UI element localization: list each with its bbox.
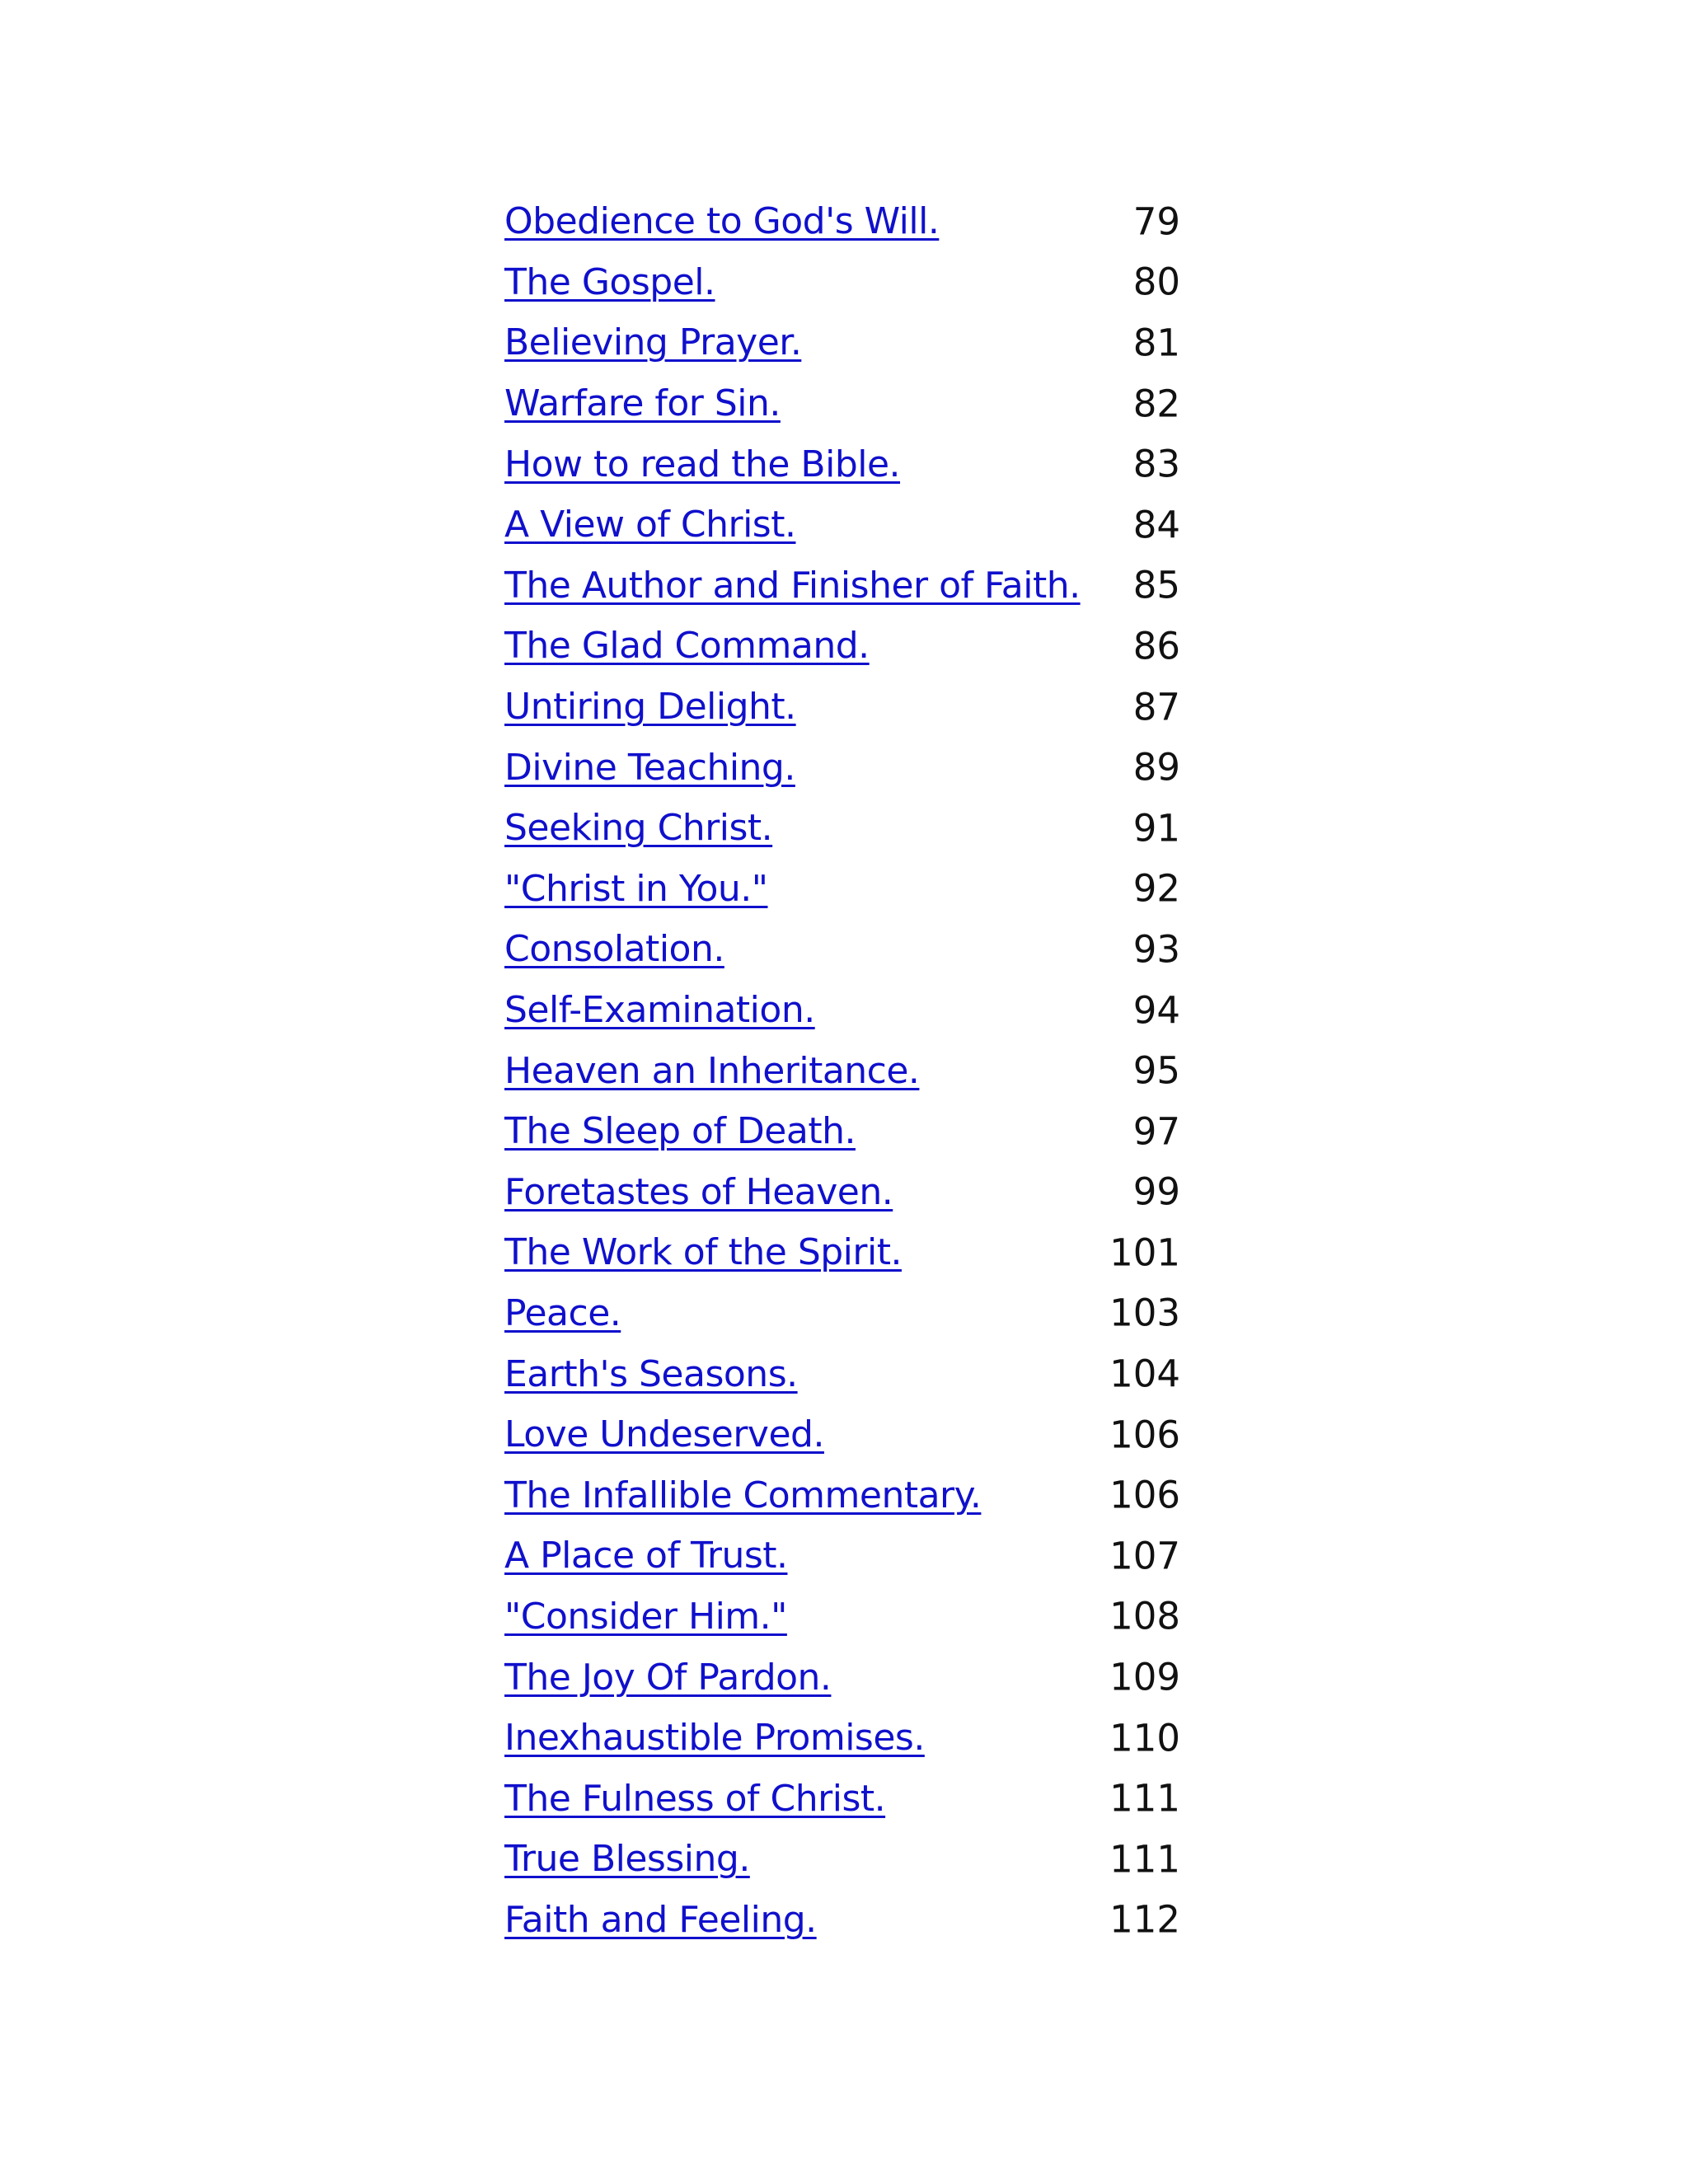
toc-page-number: 99 bbox=[1132, 1169, 1180, 1214]
toc-page-number: 101 bbox=[1109, 1230, 1180, 1275]
toc-page-number: 83 bbox=[1132, 442, 1180, 486]
table-of-contents bbox=[504, 191, 1180, 1950]
toc-page-number: 79 bbox=[1132, 199, 1180, 244]
toc-page-number: 87 bbox=[1132, 685, 1180, 729]
toc-entry-link[interactable]: Obedience to God's Will. bbox=[504, 200, 940, 243]
toc-entry-link[interactable]: The Joy Of Pardon. bbox=[504, 1656, 832, 1699]
toc-page-number: 86 bbox=[1132, 624, 1180, 668]
toc-page-number: 111 bbox=[1109, 1776, 1180, 1821]
toc-entry bbox=[504, 1526, 1180, 1586]
toc-entry bbox=[504, 373, 1180, 434]
toc-entry-link[interactable]: Divine Teaching. bbox=[504, 746, 795, 789]
toc-entry bbox=[504, 1283, 1180, 1344]
toc-entry-link[interactable]: Faith and Feeling. bbox=[504, 1898, 817, 1941]
toc-entry-link[interactable]: Inexhaustible Promises. bbox=[504, 1717, 925, 1760]
toc-entry bbox=[504, 1162, 1180, 1223]
toc-entry-link[interactable]: Warfare for Sin. bbox=[504, 382, 781, 425]
toc-entry-link[interactable]: Foretastes of Heaven. bbox=[504, 1170, 893, 1213]
toc-entry-link[interactable]: Peace. bbox=[504, 1291, 621, 1334]
toc-entry bbox=[504, 1829, 1180, 1890]
toc-page-number: 85 bbox=[1132, 563, 1180, 607]
toc-entry-link[interactable]: Love Undeserved. bbox=[504, 1413, 824, 1456]
toc-page-number: 103 bbox=[1109, 1291, 1180, 1335]
toc-entry bbox=[504, 555, 1180, 616]
toc-entry bbox=[504, 1040, 1180, 1101]
toc-entry-link[interactable]: The Author and Finisher of Faith. bbox=[504, 564, 1081, 607]
toc-entry-link[interactable]: Heaven an Inheritance. bbox=[504, 1049, 920, 1092]
toc-page-number: 92 bbox=[1132, 866, 1180, 911]
toc-entry-link[interactable]: The Gospel. bbox=[504, 260, 715, 303]
toc-entry-link[interactable]: "Consider Him." bbox=[504, 1595, 787, 1638]
toc-entry-link[interactable]: "Christ in You." bbox=[504, 867, 768, 910]
toc-page-number: 84 bbox=[1132, 503, 1180, 547]
toc-entry-link[interactable]: The Infallible Commentary. bbox=[504, 1474, 982, 1516]
toc-entry bbox=[504, 1465, 1180, 1526]
toc-entry-link[interactable]: True Blessing. bbox=[504, 1838, 750, 1881]
toc-page-number: 112 bbox=[1109, 1897, 1180, 1942]
toc-entry bbox=[504, 919, 1180, 980]
toc-page-number: 107 bbox=[1109, 1534, 1180, 1578]
toc-page-number: 94 bbox=[1132, 988, 1180, 1033]
toc-entry-link[interactable]: Self-Examination. bbox=[504, 989, 815, 1032]
toc-entry bbox=[504, 980, 1180, 1041]
toc-entry-link[interactable]: Earth's Seasons. bbox=[504, 1352, 798, 1395]
toc-entry-link[interactable]: Believing Prayer. bbox=[504, 321, 802, 364]
toc-entry bbox=[504, 191, 1180, 252]
toc-entry bbox=[504, 434, 1180, 494]
toc-entry-link[interactable]: The Fulness of Christ. bbox=[504, 1777, 886, 1820]
toc-page-number: 95 bbox=[1132, 1048, 1180, 1093]
toc-entry-link[interactable]: Seeking Christ. bbox=[504, 807, 773, 850]
toc-entry-link[interactable]: How to read the Bible. bbox=[504, 443, 901, 485]
toc-entry bbox=[504, 1768, 1180, 1829]
toc-entry-link[interactable]: Consolation. bbox=[504, 928, 724, 971]
toc-entry bbox=[504, 1404, 1180, 1465]
toc-entry bbox=[504, 677, 1180, 738]
toc-page-number: 80 bbox=[1132, 260, 1180, 304]
toc-entry-link[interactable]: The Work of the Spirit. bbox=[504, 1231, 902, 1274]
toc-entry bbox=[504, 1586, 1180, 1647]
toc-entry bbox=[504, 252, 1180, 313]
toc-entry bbox=[504, 1647, 1180, 1708]
toc-page-number: 109 bbox=[1109, 1655, 1180, 1699]
toc-page-number: 110 bbox=[1109, 1716, 1180, 1760]
toc-entry-link[interactable]: The Sleep of Death. bbox=[504, 1110, 856, 1153]
toc-page-number: 111 bbox=[1109, 1837, 1180, 1882]
toc-page-number: 89 bbox=[1132, 745, 1180, 790]
toc-entry-link[interactable]: A View of Christ. bbox=[504, 504, 796, 546]
toc-entry-link[interactable]: The Glad Command. bbox=[504, 625, 870, 668]
toc-entry bbox=[504, 859, 1180, 920]
toc-entry bbox=[504, 312, 1180, 373]
toc-page-number: 82 bbox=[1132, 382, 1180, 426]
toc-page-number: 106 bbox=[1109, 1413, 1180, 1457]
toc-entry bbox=[504, 737, 1180, 798]
toc-entry bbox=[504, 1343, 1180, 1404]
toc-page-number: 81 bbox=[1132, 321, 1180, 365]
toc-entry bbox=[504, 1890, 1180, 1951]
toc-page-number: 97 bbox=[1132, 1109, 1180, 1154]
toc-page-number: 108 bbox=[1109, 1594, 1180, 1638]
toc-entry bbox=[504, 1222, 1180, 1283]
toc-page-number: 93 bbox=[1132, 927, 1180, 972]
toc-entry bbox=[504, 1101, 1180, 1162]
toc-entry-link[interactable]: A Place of Trust. bbox=[504, 1535, 788, 1577]
toc-page-number: 91 bbox=[1132, 806, 1180, 851]
toc-entry bbox=[504, 798, 1180, 859]
toc-page-number: 106 bbox=[1109, 1473, 1180, 1517]
toc-page-number: 104 bbox=[1109, 1352, 1180, 1396]
toc-entry bbox=[504, 1708, 1180, 1769]
toc-entry bbox=[504, 616, 1180, 677]
toc-entry bbox=[504, 494, 1180, 555]
toc-entry-link[interactable]: Untiring Delight. bbox=[504, 686, 796, 729]
